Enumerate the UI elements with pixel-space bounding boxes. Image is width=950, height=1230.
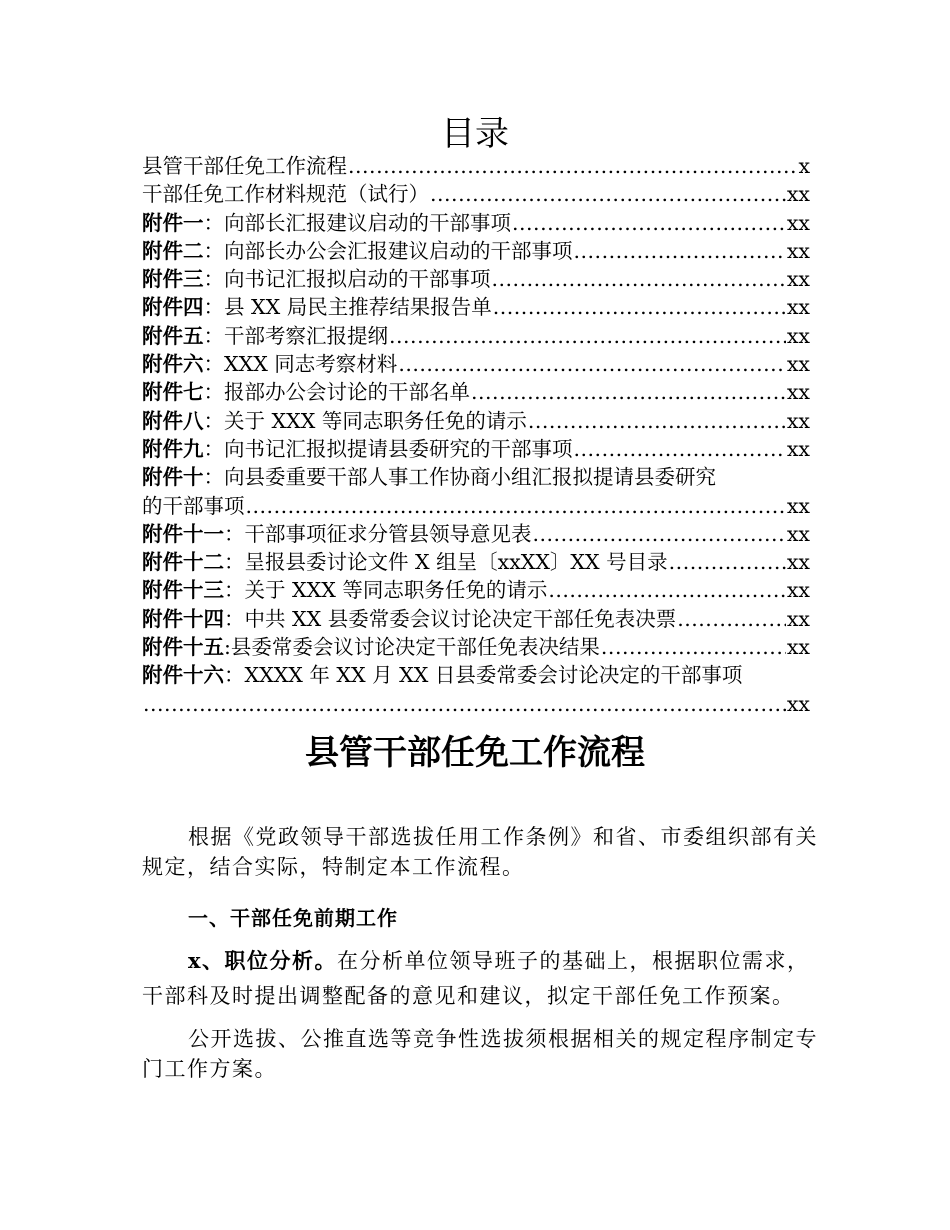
toc-leader-dots	[471, 378, 786, 406]
toc-entry-text: ：XXX 同志考察材料	[203, 352, 398, 377]
toc-leader-dots	[574, 237, 786, 265]
toc-leader-dots	[492, 265, 786, 293]
toc-entry[interactable]	[142, 152, 810, 180]
toc-entry-text: ：报部办公会讨论的干部名单	[203, 380, 470, 405]
toc-entry-prefix: 附件三	[142, 267, 204, 292]
toc-entry-label	[142, 492, 245, 520]
toc-entry[interactable]	[142, 548, 810, 576]
intro-paragraph: 根据《党政领导干部选拔任用工作条例》和省、市委组织部有关规定，结合实际，特制定本工作流程。	[142, 825, 818, 879]
toc-entry[interactable]	[142, 180, 810, 208]
toc-entry-text: ：向部长汇报建议启动的干部事项	[203, 210, 511, 235]
toc-entry-label	[142, 576, 547, 604]
toc-leader-dots	[246, 492, 786, 520]
toc-entry-prefix: 附件二	[142, 238, 204, 263]
table-of-contents	[142, 152, 810, 718]
toc-entry-prefix: 附件一	[142, 210, 204, 235]
toc-leader-dots	[348, 152, 797, 180]
toc-entry[interactable]	[142, 633, 810, 661]
toc-entry-prefix: 附件五	[142, 323, 204, 348]
toc-entry-text: ：向部长办公会汇报建议启动的干部事项	[203, 238, 573, 263]
toc-entry-label	[142, 237, 573, 265]
toc-leader-dots	[430, 180, 786, 208]
toc-entry-text: ：县 XX 局民主推荐结果报告单	[203, 295, 492, 320]
toc-entry[interactable]	[142, 661, 810, 689]
toc-entry[interactable]	[142, 605, 810, 633]
toc-page-number: xx	[786, 182, 810, 207]
toc-entry-label	[142, 322, 388, 350]
toc-entry-label	[142, 180, 429, 208]
toc-page-number: xx	[786, 295, 810, 320]
toc-entry-text: :县委常委会议讨论决定干部任免表决结果	[224, 635, 600, 660]
toc-entry-prefix: 附件十二	[142, 550, 224, 575]
toc-page-number: xx	[786, 380, 810, 405]
toc-entry-label	[142, 407, 527, 435]
toc-entry-text: ：关于 XXX 等同志职务任免的请示	[224, 578, 548, 603]
toc-entry-prefix: 附件十三	[142, 578, 224, 603]
toc-entry-label	[142, 293, 492, 321]
toc-leader-dots	[548, 576, 786, 604]
toc-entry-prefix: 附件六	[142, 352, 204, 377]
toc-leader-dots	[677, 605, 786, 633]
toc-leader-dots	[493, 293, 786, 321]
toc-page-number: xx	[786, 521, 810, 546]
toc-leader-dots	[512, 209, 786, 237]
toc-entry[interactable]	[142, 378, 810, 406]
toc-leader-dots	[574, 435, 786, 463]
toc-entry-label	[142, 548, 668, 576]
toc-page-number: xx	[786, 408, 810, 433]
toc-entry-text: 的干部事项	[142, 493, 245, 518]
toc-entry-continuation[interactable]	[142, 690, 810, 718]
toc-page-number: xx	[786, 210, 810, 235]
item-1-text: 在分析单位领导班子的基础上，根据职位需求，干部科及时提出调整配备的意见和建议，拟定干部任免工作预案。	[142, 949, 810, 1008]
toc-entry-text: ：XXXX 年 XX 月 XX 日县委常委会讨论决定的干部事项	[224, 663, 743, 688]
toc-leader-dots	[389, 322, 786, 350]
toc-entry-prefix: 附件七	[142, 380, 204, 405]
toc-entry-label	[142, 520, 532, 548]
toc-entry-label	[142, 152, 347, 180]
toc-page-number: xx	[786, 493, 810, 518]
toc-leader-dots	[398, 350, 786, 378]
toc-entry[interactable]	[142, 322, 810, 350]
toc-title: 目录	[441, 114, 509, 154]
toc-entry-text: ：关于 XXX 等同志职务任免的请示	[203, 408, 527, 433]
toc-entry[interactable]	[142, 265, 810, 293]
toc-entry-text: 县管干部任免工作流程	[142, 154, 347, 178]
toc-entry-text: ：干部事项征求分管县领导意见表	[224, 521, 532, 546]
toc-entry-text: ：向书记汇报拟启动的干部事项	[203, 267, 491, 292]
item-1-paragraph	[142, 943, 822, 1014]
toc-page-number: xx	[786, 635, 810, 660]
toc-entry[interactable]	[142, 237, 810, 265]
toc-entry[interactable]	[142, 293, 810, 321]
toc-entry-label	[142, 265, 491, 293]
toc-page-number: xx	[786, 436, 810, 461]
toc-leader-dots	[601, 633, 786, 661]
toc-entry-text: 干部任免工作材料规范（试行）	[142, 182, 429, 207]
toc-leader-dots	[528, 407, 786, 435]
toc-entry-label	[142, 378, 470, 406]
toc-entry[interactable]	[142, 576, 810, 604]
toc-page-number: xx	[786, 352, 810, 377]
toc-page-number: xx	[786, 691, 810, 716]
toc-entry-text: ：向书记汇报拟提请县委研究的干部事项	[203, 436, 573, 461]
toc-entry-label	[142, 435, 573, 463]
toc-entry-prefix: 附件十一	[142, 521, 224, 546]
toc-entry[interactable]	[142, 520, 810, 548]
toc-entry-continuation[interactable]	[142, 492, 810, 520]
toc-entry-text: ：干部考察汇报提纲	[203, 323, 388, 348]
toc-entry-label	[142, 350, 397, 378]
toc-page-number: xx	[786, 606, 810, 631]
toc-entry-label	[142, 605, 676, 633]
toc-page-number: xx	[786, 578, 810, 603]
toc-entry-label	[142, 633, 600, 661]
toc-entry-text: ：中共 XX 县委常委会议讨论决定干部任免表决票	[224, 606, 677, 631]
document-title: 县管干部任免工作流程	[305, 733, 645, 773]
toc-entry[interactable]	[142, 350, 810, 378]
toc-entry-text: ：呈报县委讨论文件 X 组呈〔xxXX〕XX 号目录	[224, 550, 668, 575]
toc-entry-prefix: 附件九	[142, 436, 204, 461]
item-1-label: x、职位分析。	[188, 948, 338, 973]
toc-page-number: xx	[786, 323, 810, 348]
toc-entry-prefix: 附件十	[142, 465, 204, 490]
toc-entry[interactable]	[142, 463, 810, 491]
toc-page-number: x	[798, 154, 810, 178]
paragraph-2: 公开选拔、公推直选等竞争性选拔须根据相关的规定程序制定专门工作方案。	[142, 1027, 818, 1081]
toc-entry-label	[142, 209, 511, 237]
toc-entry-prefix: 附件十六	[142, 663, 224, 688]
toc-entry-prefix: 附件十四	[142, 606, 224, 631]
toc-leader-dots	[533, 520, 786, 548]
toc-entry-prefix: 附件八	[142, 408, 204, 433]
toc-entry[interactable]	[142, 435, 810, 463]
toc-page-number: xx	[786, 267, 810, 292]
toc-entry-prefix: 附件十五	[142, 635, 224, 660]
toc-leader-dots	[669, 548, 786, 576]
toc-page-number: xx	[786, 550, 810, 575]
section-heading-1: 一、干部任免前期工作	[188, 906, 398, 930]
toc-page-number: xx	[786, 238, 810, 263]
toc-leader-dots	[143, 690, 786, 718]
toc-entry-text: ：向县委重要干部人事工作协商小组汇报拟提请县委研究	[203, 465, 716, 490]
toc-entry[interactable]	[142, 209, 810, 237]
toc-entry-prefix: 附件四	[142, 295, 204, 320]
toc-entry[interactable]	[142, 407, 810, 435]
